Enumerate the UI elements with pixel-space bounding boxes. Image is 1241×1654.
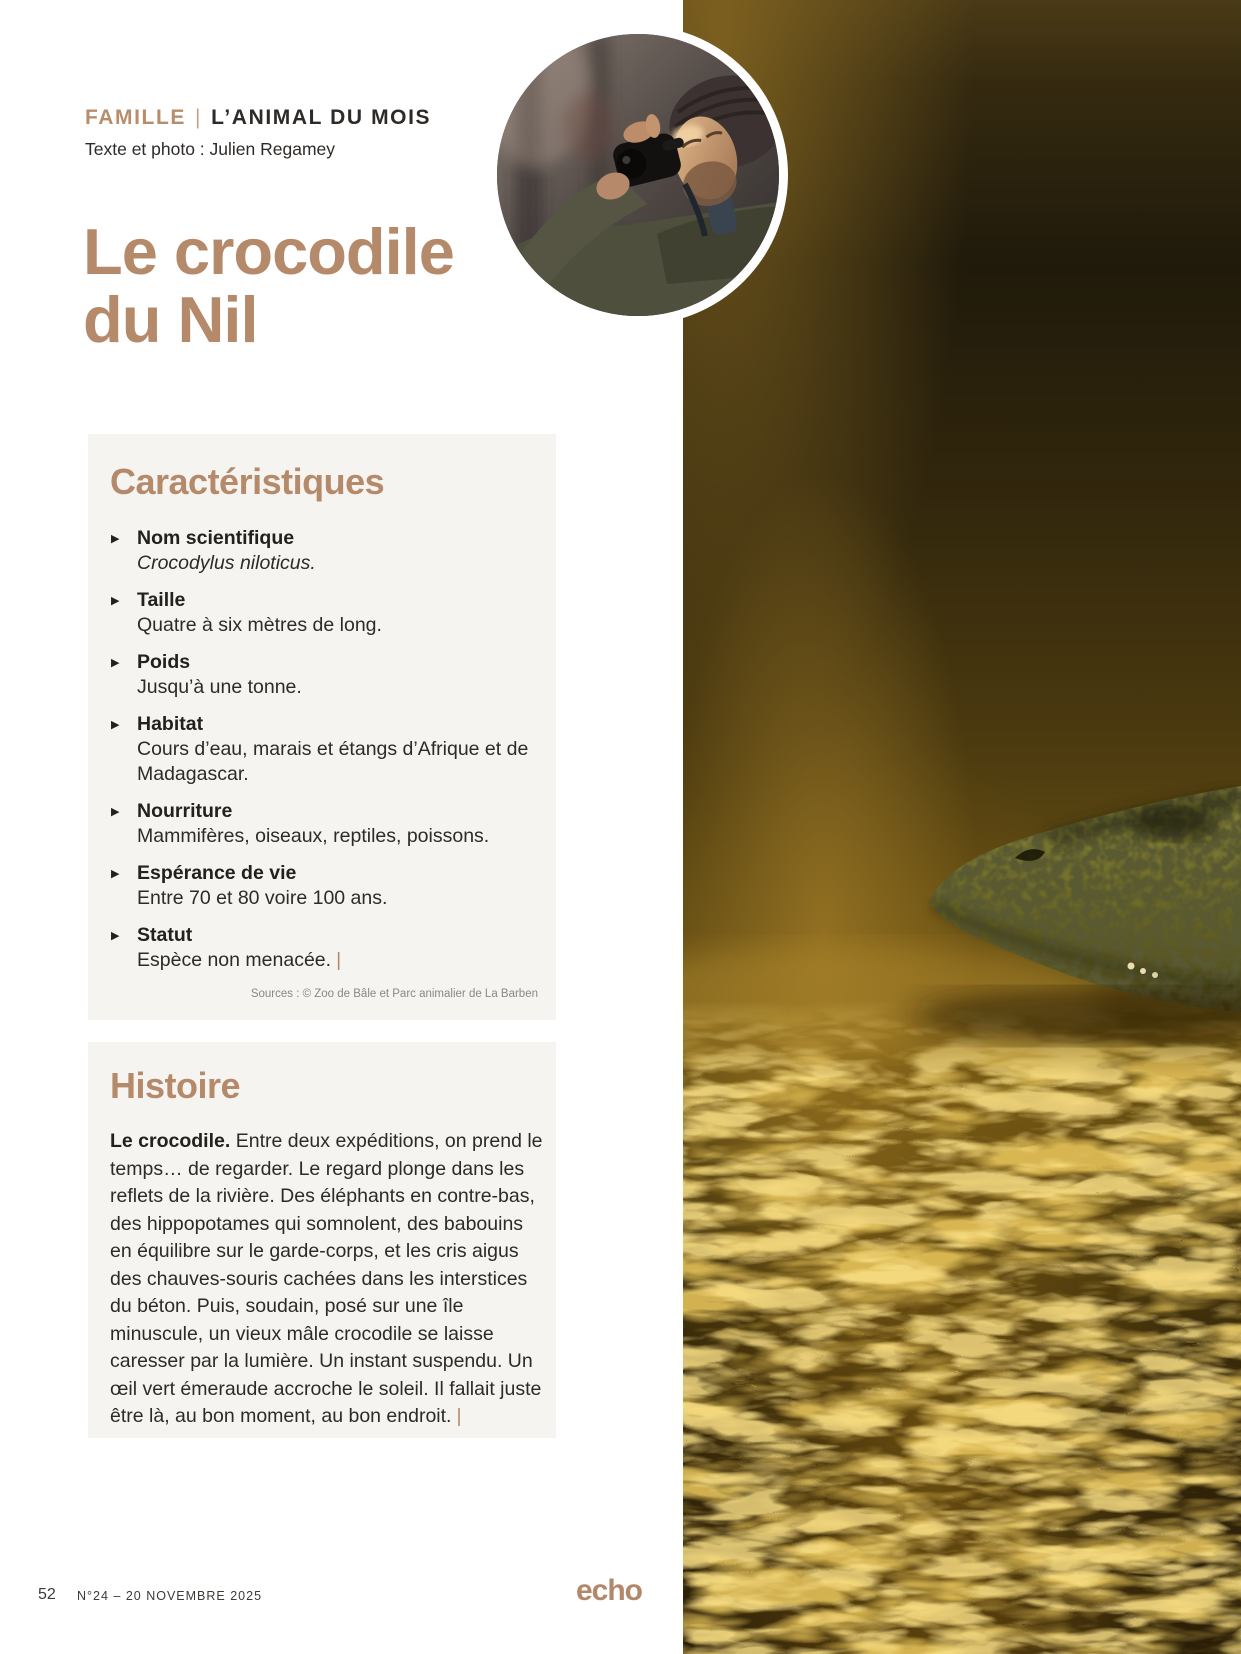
- kicker-section: FAMILLE: [85, 106, 187, 129]
- item-value: Entre 70 et 80 voire 100 ans.: [137, 887, 388, 909]
- item-value: [137, 948, 536, 973]
- title-line-2: du Nil: [83, 283, 258, 356]
- list-item: [110, 799, 536, 849]
- paragraph-body: Entre deux expéditions, on prend le temps… de regarder. Le regard plonge dans les reflets de la rivière. Des éléphants en contre-bas, des hippopotames qui somnolent, des babouins en équilibre sur le garde-corps, et les cris aigus des chauves-souris cachées dans les interstices du béton. Puis, soudain, posé sur une île minuscule, un vieux mâle crocodile se laisse caresser par la lumière. Un instant suspendu. Un œil vert émeraude accroche le soleil. Il fallait juste être là, au bon moment, au bon endroit.: [110, 1130, 543, 1427]
- author-portrait-photo: [488, 25, 788, 325]
- end-mark: |: [456, 1405, 462, 1427]
- paragraph-lead: Le crocodile.: [110, 1130, 231, 1152]
- title-line-1: Le crocodile: [83, 215, 454, 288]
- end-mark: |: [336, 949, 342, 971]
- kicker-title: L’ANIMAL DU MOIS: [211, 106, 432, 129]
- triangle-bullet-icon: ▶: [111, 719, 120, 731]
- history-paragraph: [110, 1128, 548, 1431]
- item-value: Cours d’eau, marais et étangs d’Afrique et de Madagascar.: [137, 738, 529, 785]
- triangle-bullet-icon: ▶: [111, 595, 120, 607]
- triangle-bullet-icon: ▶: [111, 868, 120, 880]
- item-label: Poids: [137, 651, 191, 673]
- list-item: [110, 526, 536, 576]
- byline: Texte et photo : Julien Regamey: [85, 139, 336, 159]
- page-number: 52: [38, 1586, 56, 1603]
- sources-note: Sources : © Zoo de Bâle et Parc animalier de La Barben: [250, 988, 538, 1000]
- item-label: Statut: [137, 924, 193, 946]
- triangle-bullet-icon: ▶: [111, 806, 120, 818]
- triangle-bullet-icon: ▶: [111, 657, 120, 669]
- item-value: Crocodylus niloticus.: [137, 552, 316, 574]
- item-label: Espérance de vie: [137, 862, 297, 884]
- kicker-separator: |: [195, 106, 203, 129]
- item-value: Jusqu’à une tonne.: [137, 676, 302, 698]
- echo-magazine-logo: echo: [575, 1574, 642, 1607]
- page-title: [83, 215, 454, 356]
- characteristics-card: [88, 434, 556, 1020]
- list-item: [110, 588, 536, 638]
- history-heading: Histoire: [110, 1065, 241, 1106]
- list-item: [110, 650, 536, 700]
- list-item: [110, 712, 536, 787]
- kicker: [85, 106, 431, 130]
- history-card: [88, 1042, 556, 1438]
- characteristics-heading: Caractéristiques: [110, 461, 385, 502]
- triangle-bullet-icon: ▶: [111, 533, 120, 545]
- list-item: [110, 861, 536, 911]
- characteristics-list: [110, 526, 536, 973]
- item-value-text: Espèce non menacée.: [137, 949, 332, 971]
- item-label: Nourriture: [137, 800, 233, 822]
- issue-date: N°24 – 20 NOVEMBRE 2025: [77, 1589, 263, 1603]
- item-label: Nom scientifique: [137, 527, 295, 549]
- list-item: [110, 923, 536, 973]
- item-value: Mammifères, oiseaux, reptiles, poissons.: [137, 825, 490, 847]
- triangle-bullet-icon: ▶: [111, 930, 120, 942]
- item-label: Taille: [137, 589, 186, 611]
- item-label: Habitat: [137, 713, 204, 735]
- item-value: Quatre à six mètres de long.: [137, 614, 382, 636]
